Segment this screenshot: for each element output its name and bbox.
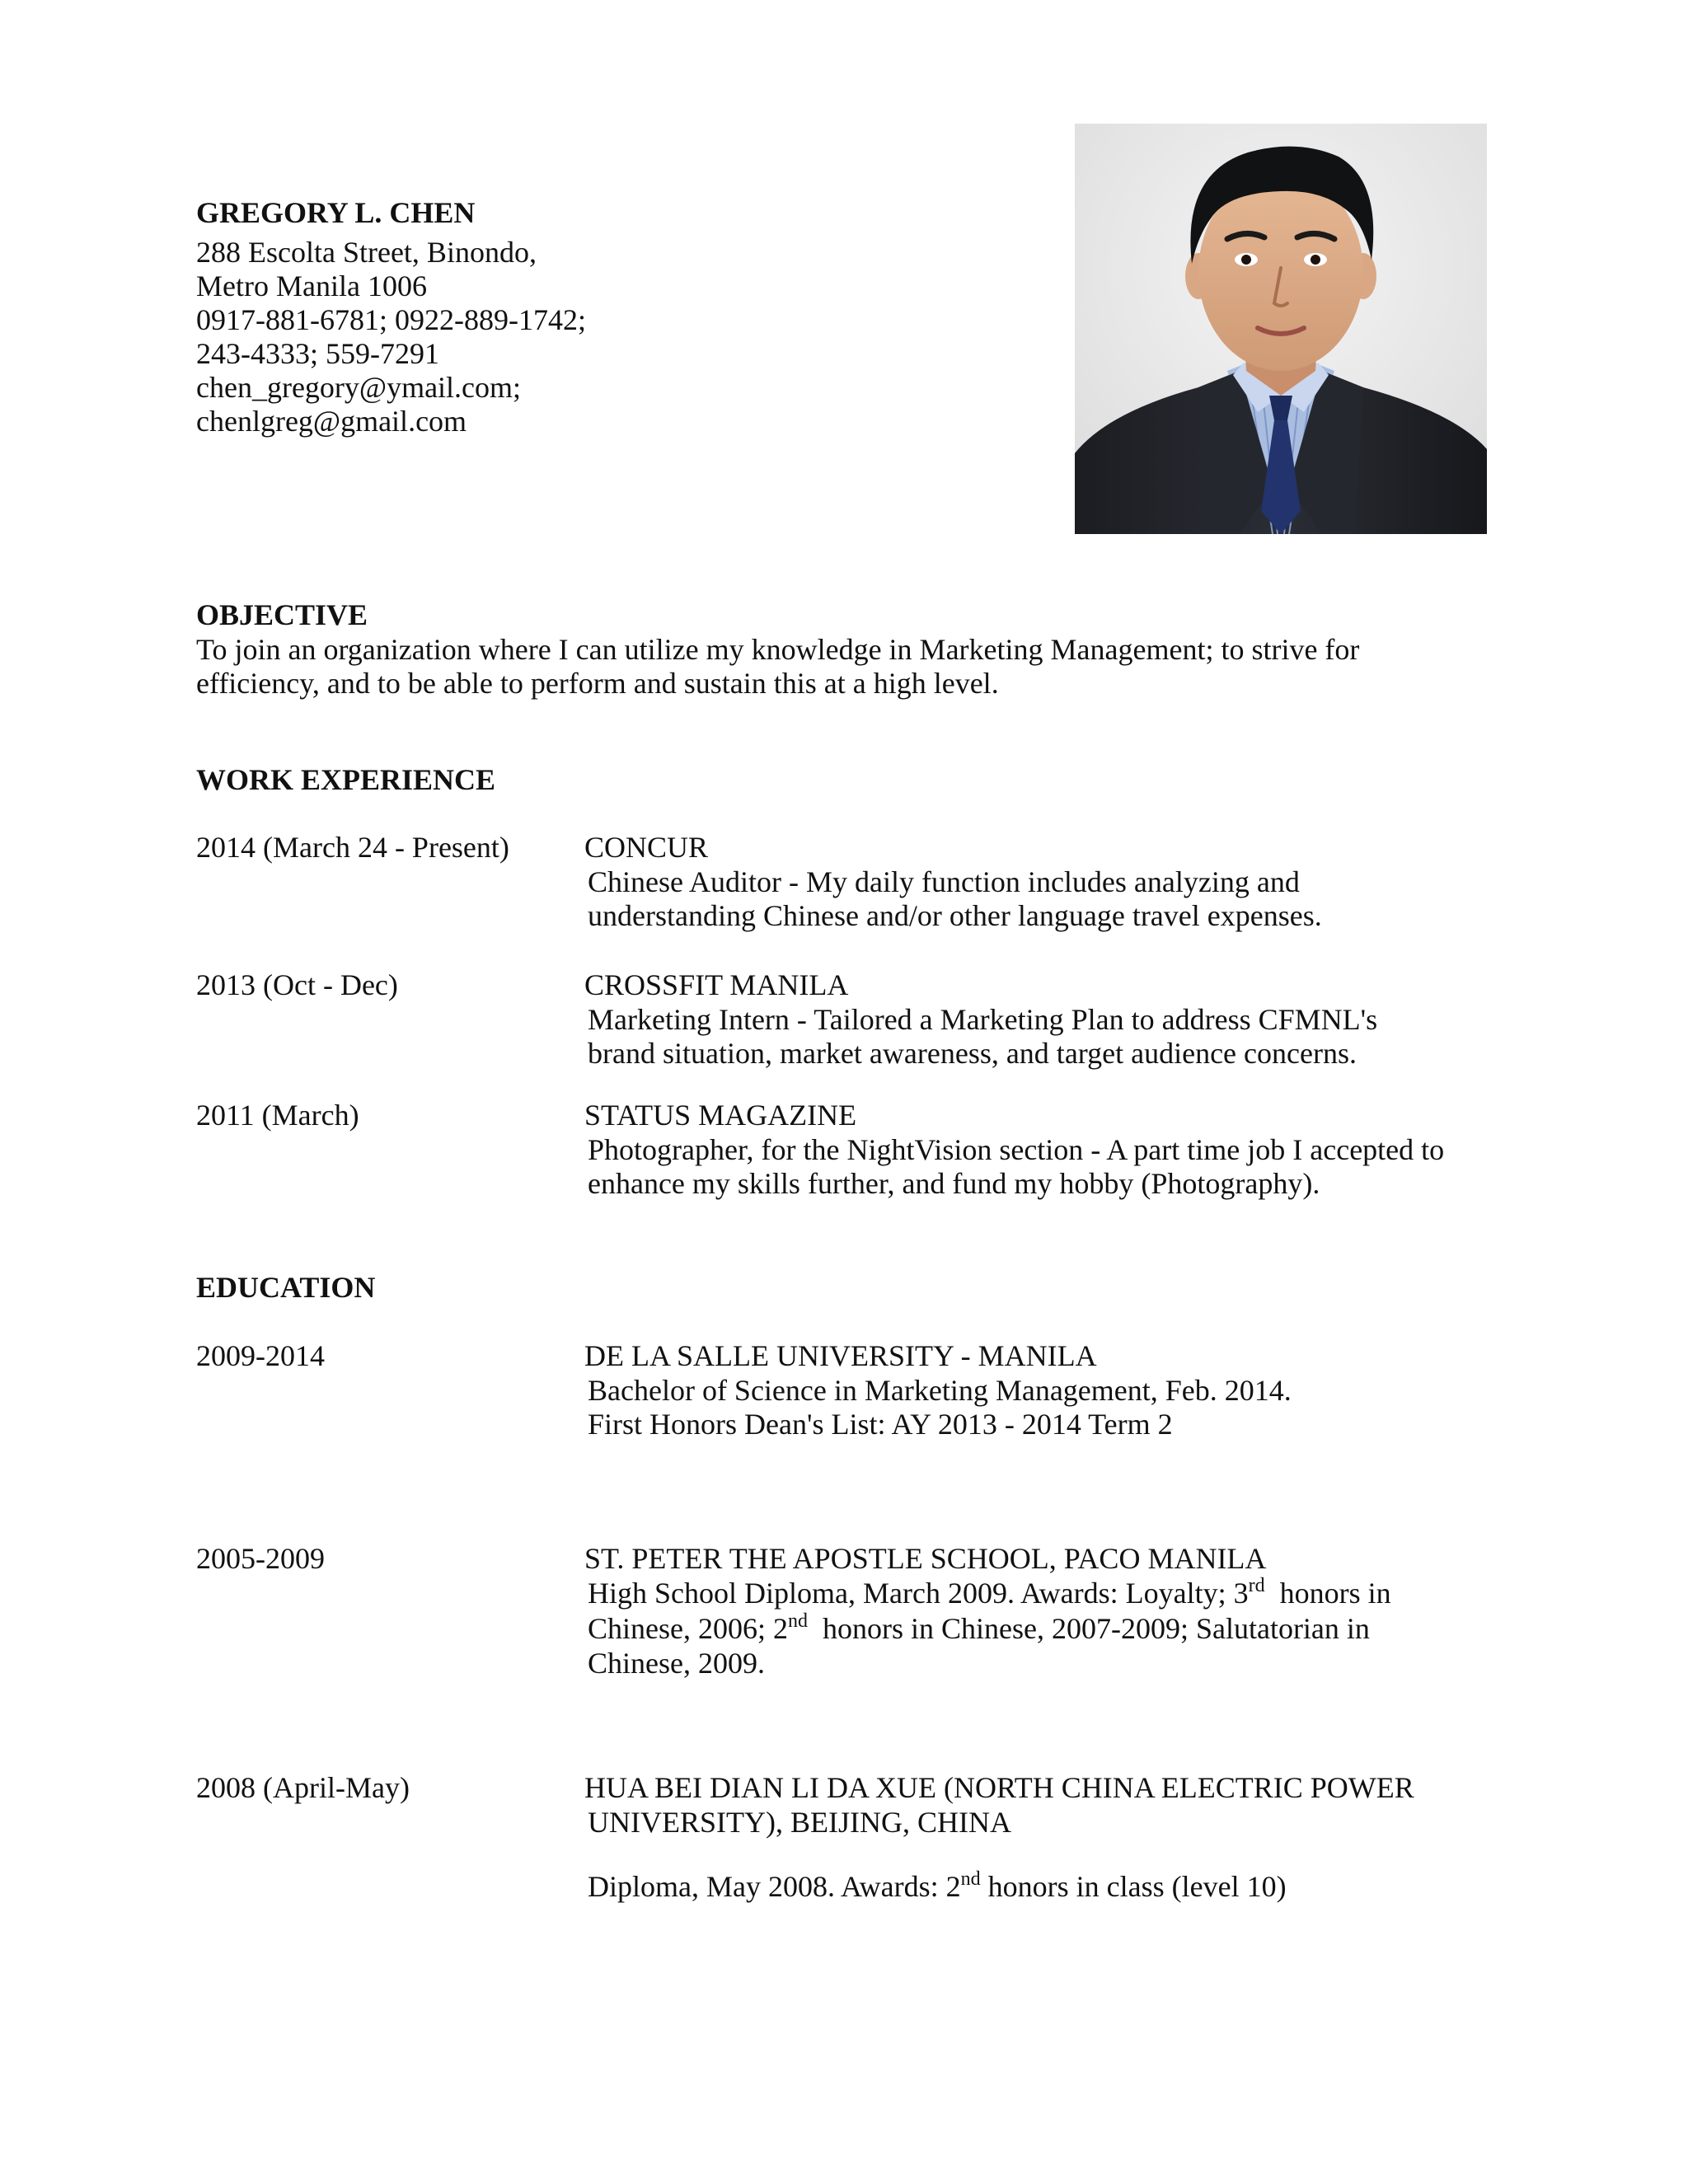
- work-entry-date: 2014 (March 24 - Present): [196, 831, 509, 864]
- email-line-1: chen_gregory@ymail.com;: [196, 371, 522, 404]
- profile-photo: [1075, 124, 1487, 534]
- work-entry-org: CROSSFIT MANILA: [584, 968, 849, 1001]
- work-entry-line-2: understanding Chinese and/or other language travel expenses.: [588, 899, 1322, 932]
- work-entry-date: 2011 (March): [196, 1099, 359, 1132]
- superscript: rd: [1248, 1575, 1265, 1596]
- objective-line-2: efficiency, and to be able to perform and sustain this at a high level.: [196, 667, 999, 700]
- phone-line-1: 0917-881-6781; 0922-889-1742;: [196, 303, 586, 336]
- email-line-2: chenlgreg@gmail.com: [196, 405, 467, 438]
- work-entry-line-2: brand situation, market awareness, and target audience concerns.: [588, 1037, 1357, 1070]
- work-entry-line-2: enhance my skills further, and fund my hobby (Photography).: [588, 1167, 1320, 1200]
- education-entry-org: DE LA SALLE UNIVERSITY - MANILA: [584, 1339, 1097, 1372]
- objective-line-1: To join an organization where I can utilize my knowledge in Marketing Management; to strive for: [196, 633, 1360, 666]
- work-experience-heading: WORK EXPERIENCE: [196, 763, 496, 796]
- education-entry-org-line-1: HUA BEI DIAN LI DA XUE (NORTH CHINA ELECTRIC POWER: [584, 1771, 1414, 1804]
- phone-line-2: 243-4333; 559-7291: [196, 337, 439, 370]
- work-entry-line-1: Chinese Auditor - My daily function includes analyzing and: [588, 865, 1300, 898]
- work-entry-line-1: Marketing Intern - Tailored a Marketing Plan to address CFMNL's: [588, 1003, 1378, 1036]
- superscript: nd: [787, 1610, 808, 1632]
- education-entry-org: ST. PETER THE APOSTLE SCHOOL, PACO MANILA: [584, 1542, 1267, 1575]
- education-entry-date: 2008 (April-May): [196, 1771, 410, 1804]
- education-entry-line-2: First Honors Dean's List: AY 2013 - 2014 Term 2: [588, 1408, 1173, 1441]
- education-entry-line-1: High School Diploma, March 2009. Awards: Loyalty; 3rd honors in: [588, 1575, 1391, 1610]
- education-heading: EDUCATION: [196, 1271, 376, 1304]
- applicant-name: GREGORY L. CHEN: [196, 196, 476, 229]
- education-entry-line-1: Bachelor of Science in Marketing Management, Feb. 2014.: [588, 1374, 1292, 1407]
- work-entry-org: CONCUR: [584, 831, 709, 864]
- education-entry-line-1: Diploma, May 2008. Awards: 2nd honors in class (level 10): [588, 1868, 1287, 1903]
- work-entry-org: STATUS MAGAZINE: [584, 1099, 857, 1132]
- address-line-1: 288 Escolta Street, Binondo,: [196, 236, 537, 269]
- objective-heading: OBJECTIVE: [196, 598, 368, 631]
- education-entry-org-line-2: UNIVERSITY), BEIJING, CHINA: [588, 1806, 1011, 1839]
- education-entry-date: 2009-2014: [196, 1339, 325, 1372]
- education-entry-line-3: Chinese, 2009.: [588, 1647, 765, 1680]
- work-entry-line-1: Photographer, for the NightVision section - A part time job I accepted to: [588, 1133, 1445, 1166]
- education-entry-line-2: Chinese, 2006; 2nd honors in Chinese, 2007-2009; Salutatorian in: [588, 1610, 1370, 1645]
- education-entry-date: 2005-2009: [196, 1542, 325, 1575]
- superscript: nd: [960, 1868, 981, 1890]
- address-line-2: Metro Manila 1006: [196, 269, 427, 302]
- work-entry-date: 2013 (Oct - Dec): [196, 968, 398, 1001]
